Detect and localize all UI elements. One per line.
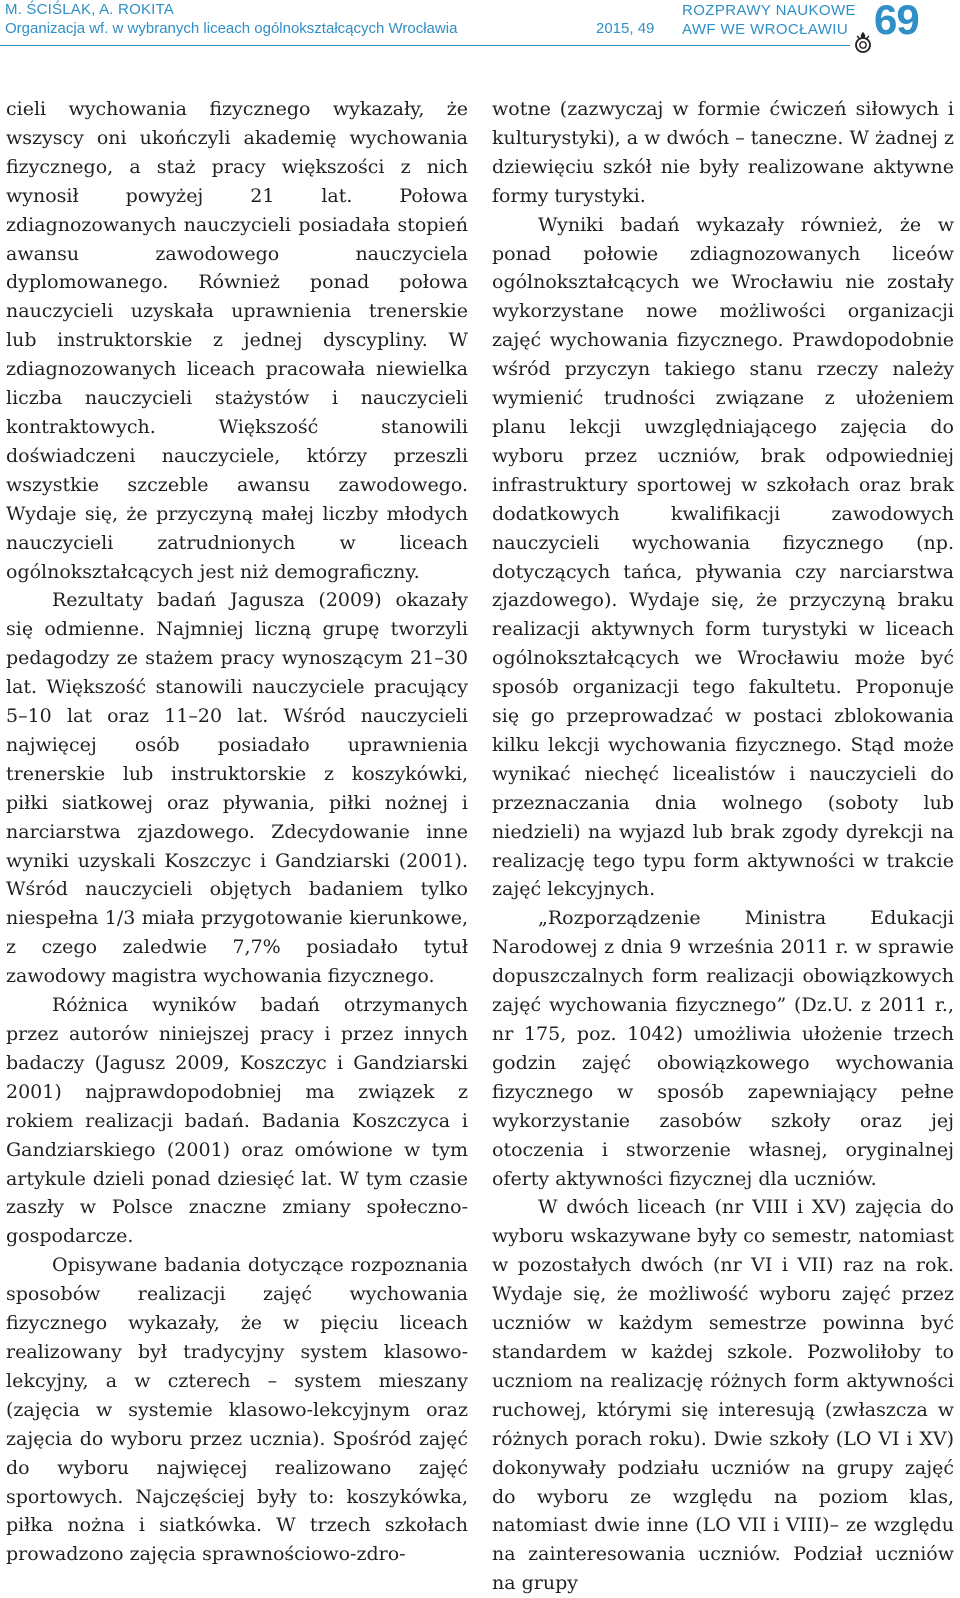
journal-name <box>682 1 856 39</box>
paragraph: Rezultaty badań Jagusza (2009) okazały się odmienne. Najmniej liczną grupę tworzyli pedagodzy ze stażem pracy wynoszącym 21–30 lat. Większość stanowili nauczyciele pracujący 5–10 lat oraz 11–20 lat. Wśród nauczycieli najwięcej osób posiadało uprawnienia trenerskie lub instruktorskie z koszykówki, piłki siatkowej oraz pływania, piłki nożnej i narciarstwa zjazdowego. Zdecydowanie inne wyniki uzyskali Koszczyc i Gandziarski (2001). Wśród nauczycieli objętych badaniem tylko niespełna 1/3 miała przygotowanie kierunkowe, z czego zaledwie 7,7% posiadało tytuł zawodowy magistra wychowania fizycznego. <box>6 589 468 988</box>
header-rule <box>0 45 850 46</box>
paragraph: Opisywane badania dotyczące rozpoznania sposobów realizacji zajęć wychowania fizycznego wykazały, że w pięciu liceach realizowany był tradycyjny system klasowo-lekcyjny, a w czterech – system mieszany (zajęcia w systemie klasowo-lekcyjnym oraz zajęcia do wyboru przez ucznia). Spośród zajęć do wyboru najwięcej realizowano zajęć sportowych. Najczęściej były to: koszykówka, piłka nożna i siatkówka. W trzech szkołach prowadzono zajęcia sprawnościowo-zdro- <box>6 1254 468 1566</box>
left-column <box>6 95 468 1569</box>
paragraph: W dwóch liceach (nr VIII i XV) zajęcia do wyboru wskazywane były co semestr, natomiast w pozostałych dwóch (nr VI i VII) raz na rok. Wydaje się, że możliwość wyboru zajęć przez uczniów w każdym semestrze powinna być standardem w każdej szkole. Pozwoliłoby to uczniom na realizację różnych form aktywności ruchowej, którymi się interesują (zwłaszcza w różnych porach roku). Dwie szkoły (LO VI i XV) dokonywały podziału uczniów na grupy zajęć do wyboru ze względu na poziom klas, natomiast dwie inne (LO VII i VIII)– ze względu na zainteresowania uczniów. Podział uczniów na grupy <box>492 1196 954 1595</box>
paragraph: wotne (zazwyczaj w formie ćwiczeń siłowych i kulturystyki), a w dwóch – taneczne. W żadnej z dziewięciu szkół nie były realizowane aktywne formy turystyki. <box>492 98 954 207</box>
journal-name-line2: AWF WE WROCŁAWIU <box>682 21 849 38</box>
running-header-title: Organizacja wf. w wybranych liceach ogólnokształcących Wrocławia <box>5 20 458 37</box>
page-number: 69 <box>874 0 919 43</box>
paragraph: „Rozporządzenie Ministra Edukacji Narodowej z dnia 9 września 2011 r. w sprawie dopuszczalnych form realizacji obowiązkowych zajęć wychowania fizycznego” (Dz.U. z 2011 r., nr 175, poz. 1042) umożliwia ułożenie trzech godzin zajęć obowiązkowego wychowania fizycznego w sposób zapewniający pełne wykorzystanie zasobów szkoły oraz jej otoczenia i stworzenie własnej, oryginalnej oferty aktywności fizycznej dla uczniów. <box>492 907 954 1190</box>
journal-name-line1: ROZPRAWY NAUKOWE <box>682 2 856 19</box>
running-header-authors: M. ŚCIŚLAK, A. ROKITA <box>5 1 174 18</box>
journal-logo-icon <box>852 30 874 54</box>
paragraph: Różnica wyników badań otrzymanych przez autorów niniejszej pracy i przez innych badaczy (Jagusz 2009, Koszczyc i Gandziarski 2001) najprawdopodobniej ma związek z rokiem realizacji badań. Badania Koszczyca i Gandziarskiego (2001) oraz omówione w tym artykule dzieli ponad dziesięć lat. W tym czasie zaszły w Polsce znaczne zmiany społeczno-gospodarcze. <box>6 994 468 1248</box>
paragraph: cieli wychowania fizycznego wykazały, że wszyscy oni ukończyli akademię wychowania fizycznego, a staż pracy większości z nich wynosił powyżej 21 lat. Połowa zdiagnozowanych nauczycieli posiadała stopień awansu zawodowego nauczyciela dyplomowanego. Również ponad połowa nauczycieli uzyskała uprawnienia trenerskie lub instruktorskie z jednej dyscypliny. W zdiagnozowanych liceach pracowała niewielka liczba nauczycieli stażystów i nauczycieli kontraktowych. Większość stanowili doświadczeni nauczyciele, którzy przeszli wszystkie szczeble awansu zawodowego. Wydaje się, że przyczyną małej liczby młodych nauczycieli zatrudnionych w liceach ogólnokształcących jest niż demograficzny. <box>6 98 468 583</box>
issue-number: 2015, 49 <box>596 20 655 37</box>
paragraph: Wyniki badań wykazały również, że w ponad połowie zdiagnozowanych liceów ogólnokształcących we Wrocławiu nie zostały wykorzystane nowe możliwości organizacji zajęć wychowania fizycznego. Prawdopodobnie wśród przyczyn takiego stanu rzeczy należy wymienić trudności związane z ułożeniem planu lekcji uwzględniającego zajęcia do wyboru przez uczniów, brak odpowiedniej infrastruktury sportowej w szkołach oraz brak dodatkowych kwalifikacji zawodowych nauczycieli wychowania fizycznego (np. dotyczących tańca, pływania czy narciarstwa zjazdowego). Wydaje się, że przyczyną braku realizacji aktywnych form turystyki w liceach ogólnokształcących we Wrocławiu może być sposób organizacji tego fakultetu. Proponuje się go przeprowadzać w postaci zblokowania kilku lekcji wychowania fizycznego. Stąd może wynikać niechęć licealistów i nauczycieli do przeznaczania dnia wolnego (soboty lub niedzieli) na wyjazd lub brak zgody dyrekcji na realizację tego typu form aktywności w trakcie zajęć lekcyjnych. <box>492 213 954 901</box>
right-column <box>492 95 954 1598</box>
